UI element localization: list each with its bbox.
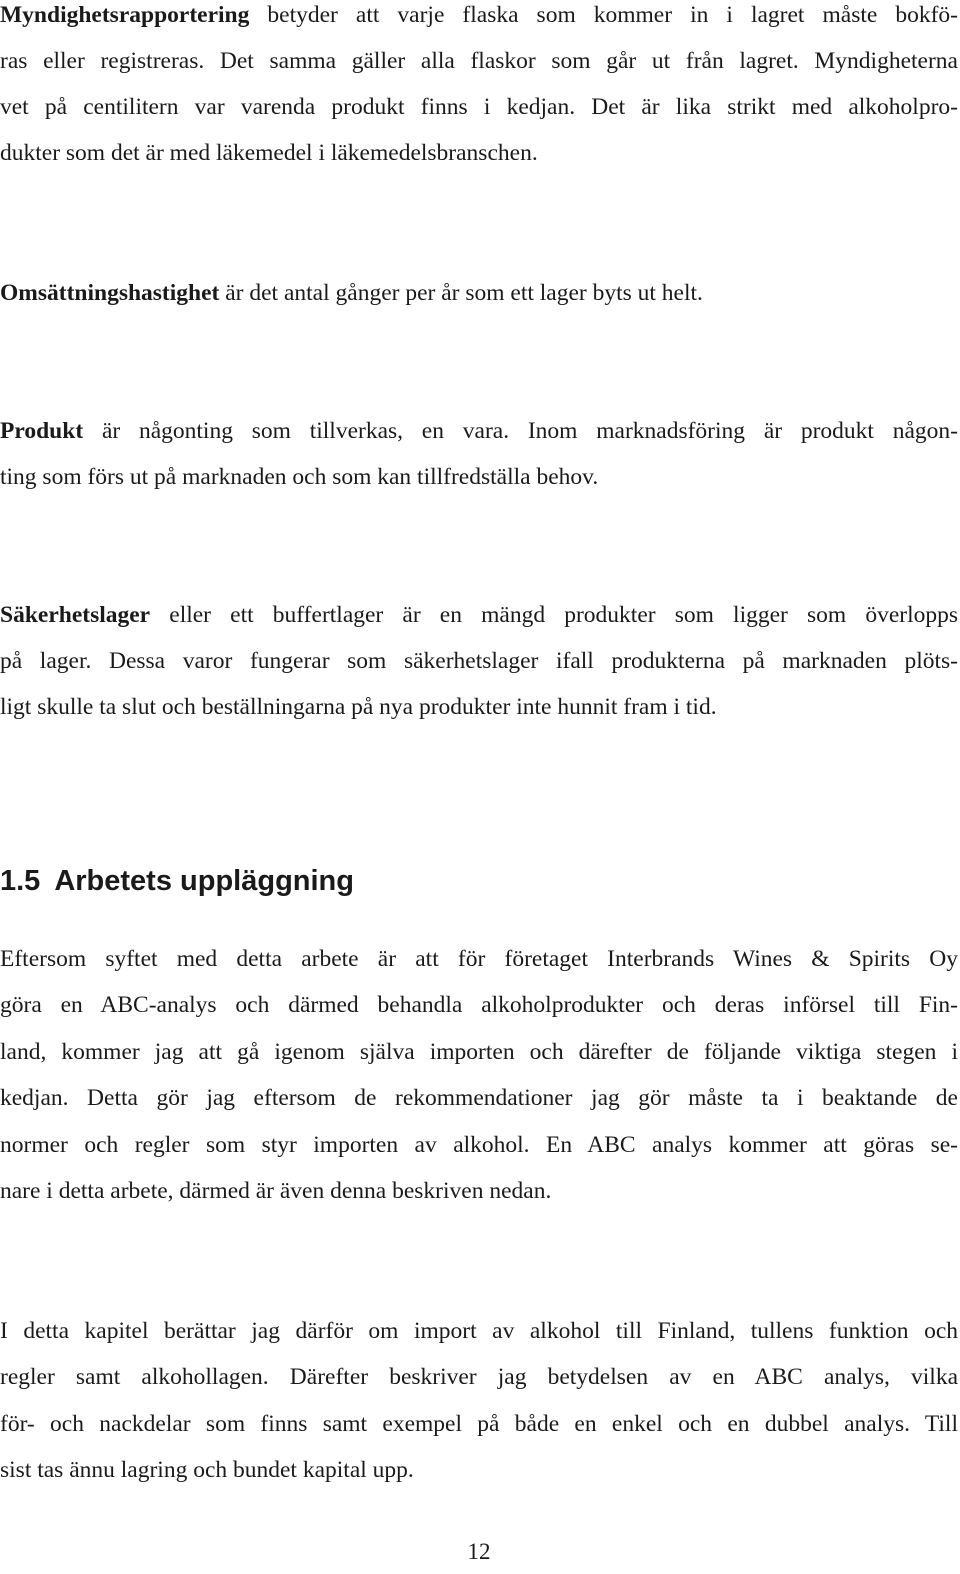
text-line: för- och nackdelar som finns samt exempel på både en enkel och en dubbel analys. Till <box>0 1410 958 1437</box>
text-line: på lager. Dessa varor fungerar som säkerhetslager ifall produkterna på marknaden plöts- <box>0 648 958 674</box>
text-line: regler samt alkohollagen. Därefter beskriver jag betydelsen av en ABC analys, vilka <box>0 1364 958 1391</box>
text-line: Eftersom syftet med detta arbete är att för företaget Interbrands Wines & Spirits Oy <box>0 946 958 972</box>
text-line: dukter som det är med läkemedel i läkemedelsbranschen. <box>0 140 538 166</box>
text-line: ting som förs ut på marknaden och som kan tillfredställa behov. <box>0 464 599 490</box>
text-line: I detta kapitel berättar jag därför om import av alkohol till Finland, tullens funktion och <box>0 1318 958 1344</box>
section-heading <box>0 858 354 904</box>
definition-omsattningshastighet <box>0 270 958 316</box>
text-line: vet på centilitern var varenda produkt finns i kedjan. Det är lika strikt med alkoholpro- <box>0 94 958 120</box>
defined-term: Omsättningshastighet <box>0 280 220 306</box>
text-line: Omsättningshastighet är det antal gånger per år som ett lager byts ut helt. <box>0 280 703 306</box>
text-line: Produkt är någonting som tillverkas, en vara. Inom marknadsföring är produkt någon- <box>0 418 958 444</box>
defined-term: Säkerhetslager <box>0 602 151 628</box>
page-number: 12 <box>467 1539 491 1564</box>
text-line: Myndighetsrapportering betyder att varje flaska som kommer in i lagret måste bokfö- <box>0 2 958 28</box>
text-line: normer och regler som styr importen av alkohol. En ABC analys kommer att göras se- <box>0 1131 958 1158</box>
text-line: göra en ABC-analys och därmed behandla alkoholprodukter och deras införsel till Fin- <box>0 992 958 1019</box>
definition-myndighetsrapportering <box>0 0 958 176</box>
body-paragraph <box>0 936 958 1214</box>
text-line: sist tas ännu lagring och bundet kapital upp. <box>0 1457 414 1484</box>
text-line: Säkerhetslager eller ett buffertlager är en mängd produkter som ligger som överlopps <box>0 602 958 628</box>
definition-produkt <box>0 408 958 500</box>
section-title: Arbetets uppläggning <box>54 865 354 897</box>
body-paragraph <box>0 1308 958 1494</box>
section-number: 1.5 <box>0 865 41 897</box>
defined-term: Myndighetsrapportering <box>0 2 250 28</box>
definition-sakerhetslager <box>0 592 958 730</box>
text-line: ras eller registreras. Det samma gäller alla flaskor som går ut från lagret. Myndigheterna <box>0 48 958 74</box>
defined-term: Produkt <box>0 418 84 444</box>
text-line: kedjan. Detta gör jag eftersom de rekommendationer jag gör måste ta i beaktande de <box>0 1085 958 1112</box>
text-line: nare i detta arbete, därmed är även denna beskriven nedan. <box>0 1177 552 1204</box>
text-line: ligt skulle ta slut och beställningarna på nya produkter inte hunnit fram i tid. <box>0 694 717 720</box>
text-line: land, kommer jag att gå igenom själva importen och därefter de följande viktiga stegen i <box>0 1038 958 1065</box>
